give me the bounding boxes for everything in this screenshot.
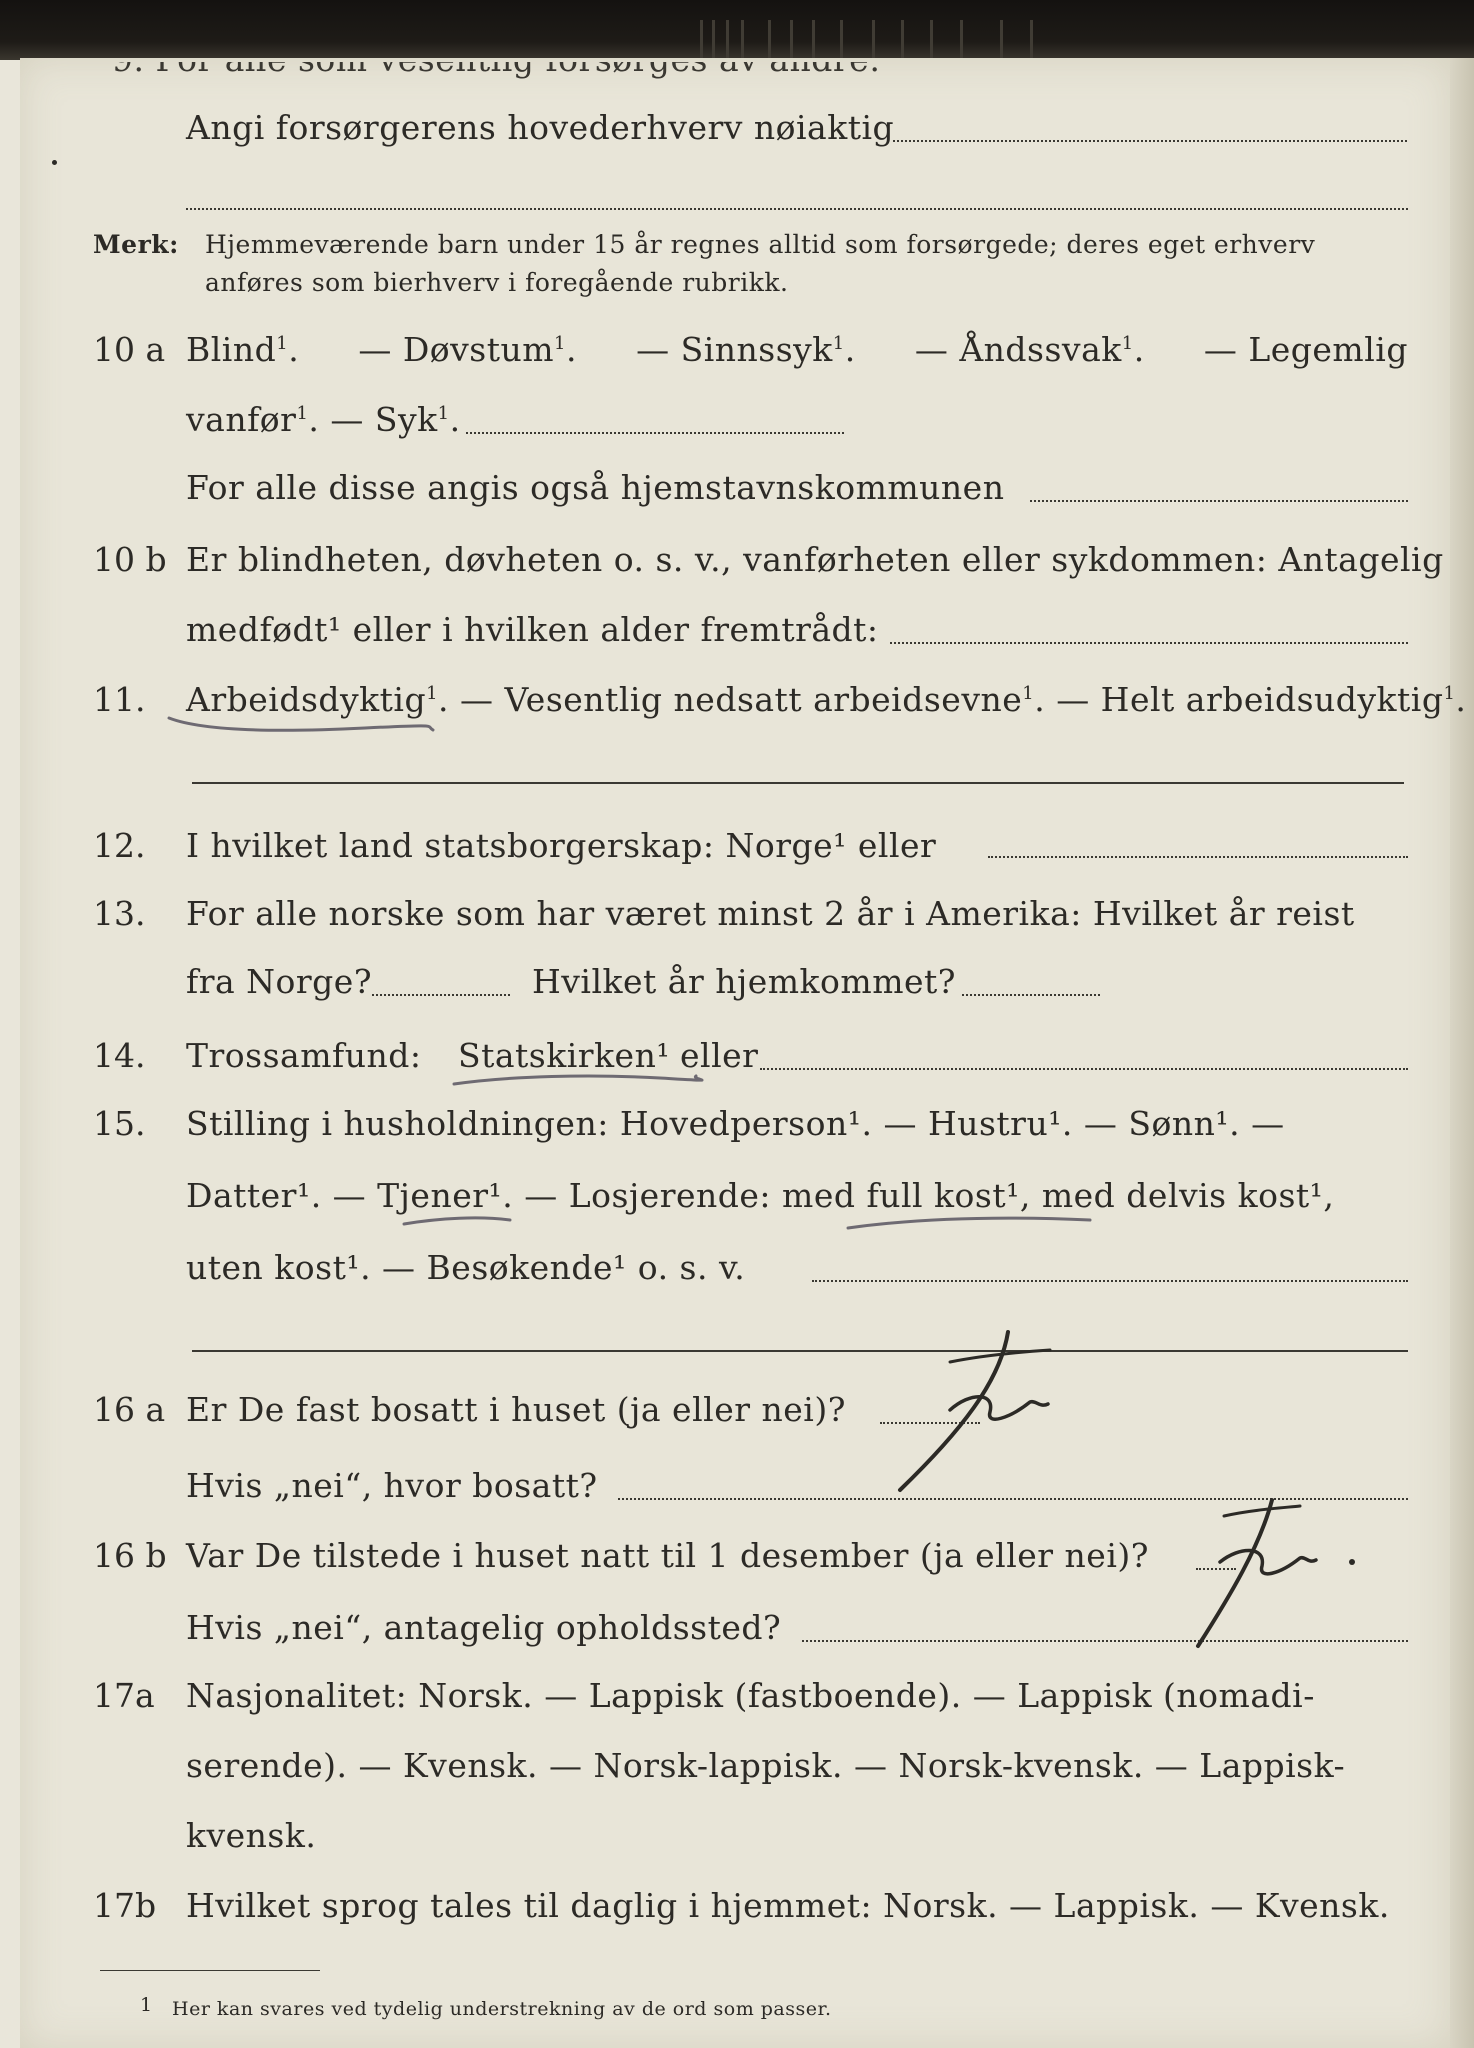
q14-eller: eller bbox=[680, 1036, 759, 1075]
q17b-line-1: Hvilket sprog tales til daglig i hjemmet: Norsk. — Lappisk. — Kvensk. bbox=[186, 1886, 1390, 1925]
q9-answer-line[interactable] bbox=[893, 140, 1407, 142]
q15-pencil-underlines bbox=[400, 1206, 1100, 1238]
footnote-rule bbox=[100, 1970, 320, 1971]
q14-opt-statskirken[interactable]: Statskirken¹ bbox=[458, 1036, 671, 1075]
footnote-text: Her kan svares ved tydelig understrekning av de ord som passer. bbox=[172, 1998, 832, 2020]
q10b-number: 10 b bbox=[93, 540, 167, 579]
q10a-opt-andssvak[interactable]: — Åndssvak bbox=[914, 330, 1122, 369]
sheet-edge bbox=[1450, 58, 1474, 2048]
q12-answer-line[interactable] bbox=[988, 856, 1408, 858]
q12-number: 12. bbox=[93, 826, 146, 865]
q11-opt-arbeidsdyktig[interactable]: Arbeidsdyktig bbox=[186, 680, 427, 719]
q16b-handwritten-ja bbox=[1180, 1486, 1380, 1656]
q10a-opt-vanfor[interactable]: vanfør bbox=[186, 400, 297, 439]
q10a-line-2: vanfør$^1$. — Syk$^1$. bbox=[186, 400, 461, 439]
q11-opt-udyktig[interactable]: — Helt arbeidsudyktig bbox=[1056, 680, 1444, 719]
q15-opt-tjener[interactable]: Tjener¹. bbox=[377, 1176, 514, 1215]
q11-divider bbox=[192, 782, 1404, 784]
q10a-opt-blind[interactable]: Blind bbox=[186, 330, 277, 369]
q13-number: 13. bbox=[93, 894, 146, 933]
q14-pencil-underline bbox=[450, 1062, 710, 1092]
q13-line-1: For alle norske som har været minst 2 år i Amerika: Hvilket år reist bbox=[186, 894, 1355, 933]
q12-text: I hvilket land statsborgerskap: Norge¹ eller bbox=[186, 826, 937, 865]
q11-pencil-underline bbox=[165, 706, 445, 736]
q17a-line-1: Nasjonalitet: Norsk. — Lappisk (fastboende). — Lappisk (nomadi- bbox=[186, 1676, 1315, 1715]
q11-opt-nedsatt[interactable]: — Vesentlig nedsatt arbeidsevne bbox=[460, 680, 1023, 719]
q10a-hjemstavn-line[interactable] bbox=[1030, 500, 1408, 502]
q15-divider bbox=[192, 1350, 1408, 1352]
q14-number: 14. bbox=[93, 1036, 146, 1075]
q10a-number: 10 a bbox=[93, 330, 166, 369]
q10a-line-3: For alle disse angis også hjemstavnskommunen bbox=[186, 468, 1005, 507]
q17a-line-3: kvensk. bbox=[186, 1816, 317, 1855]
q16a-handwritten-ja bbox=[880, 1322, 1080, 1502]
q15-opt-delvis-kost[interactable]: med delvis kost¹, bbox=[1041, 1176, 1335, 1215]
scan-top-edge bbox=[0, 0, 1474, 60]
q16a-line-1: Er De fast bosatt i huset (ja eller nei)? bbox=[186, 1390, 846, 1429]
q13-line-2b: Hvilket år hjemkommet? bbox=[532, 962, 956, 1001]
q9-answer-line-2[interactable] bbox=[186, 208, 1408, 210]
q11-line: Arbeidsdyktig$^1$. — Vesentlig nedsatt arbeidsevne$^1$. — Helt arbeidsudyktig$^1$. bbox=[186, 680, 1467, 719]
q16b-number: 16 b bbox=[93, 1536, 167, 1575]
q17b-number: 17b bbox=[93, 1886, 157, 1925]
q15-answer-line[interactable] bbox=[812, 1280, 1408, 1282]
q11-number: 11. bbox=[93, 680, 146, 719]
footnote-mark: 1 bbox=[140, 1994, 153, 2016]
q10a-opt-legemlig[interactable]: — Legemlig bbox=[1203, 330, 1408, 369]
merk-line-1: Hjemmeværende barn under 15 år regnes alltid som forsørgede; deres eget erhverv bbox=[205, 230, 1316, 259]
q15-line-3: uten kost¹. — Besøkende¹ o. s. v. bbox=[186, 1248, 746, 1287]
q10a-line-1: Blind$^1$. — Døvstum$^1$. — Sinnssyk$^1$. — Åndssvak$^1$. — Legemlig bbox=[186, 330, 1408, 369]
q17a-line-2: serende). — Kvensk. — Norsk-lappisk. — Norsk-kvensk. — Lappisk- bbox=[186, 1746, 1346, 1785]
q10a-opt-syk[interactable]: — Syk bbox=[330, 400, 438, 439]
q9-text: Angi forsørgerens hovederhverv nøiaktig bbox=[186, 108, 895, 147]
q13-hjemkommet-line[interactable] bbox=[962, 994, 1100, 996]
q15-line-1: Stilling i husholdningen: Hovedperson¹. — Hustru¹. — Sønn¹. — bbox=[186, 1104, 1285, 1143]
q17a-number: 17a bbox=[93, 1676, 155, 1715]
q14-label: Trossamfund: bbox=[186, 1036, 422, 1075]
q15-opt-full-kost[interactable]: med full kost¹, bbox=[782, 1176, 1031, 1215]
merk-line-2: anføres som bierhverv i foregående rubrikk. bbox=[205, 268, 789, 297]
q16a-line-2: Hvis „nei“, hvor bosatt? bbox=[186, 1466, 598, 1505]
ink-speck bbox=[52, 160, 57, 165]
q15-opt-datter[interactable]: Datter¹. — bbox=[186, 1176, 367, 1215]
q10a-opt-dovstum[interactable]: — Døvstum bbox=[358, 330, 555, 369]
q10b-line-1: Er blindheten, døvheten o. s. v., vanførheten eller sykdommen: Antagelig bbox=[186, 540, 1444, 579]
q16b-line-1: Var De tilstede i huset natt til 1 desember (ja eller nei)? bbox=[186, 1536, 1149, 1575]
q10a-answer-line[interactable] bbox=[466, 432, 844, 434]
q15-number: 15. bbox=[93, 1104, 146, 1143]
q15-losjerende: — Losjerende: bbox=[524, 1176, 772, 1215]
q16a-number: 16 a bbox=[93, 1390, 166, 1429]
q14-answer-line[interactable] bbox=[760, 1068, 1408, 1070]
q10b-line-2: medfødt¹ eller i hvilken alder fremtrådt: bbox=[186, 610, 879, 649]
q10a-opt-sinnssyk[interactable]: — Sinnssyk bbox=[636, 330, 833, 369]
q13-reist-line[interactable] bbox=[372, 994, 510, 996]
q16b-line-2: Hvis „nei“, antagelig opholdssted? bbox=[186, 1608, 782, 1647]
q13-line-2a: fra Norge? bbox=[186, 962, 373, 1001]
merk-label: Merk: bbox=[93, 230, 179, 259]
q10b-answer-line[interactable] bbox=[890, 642, 1408, 644]
